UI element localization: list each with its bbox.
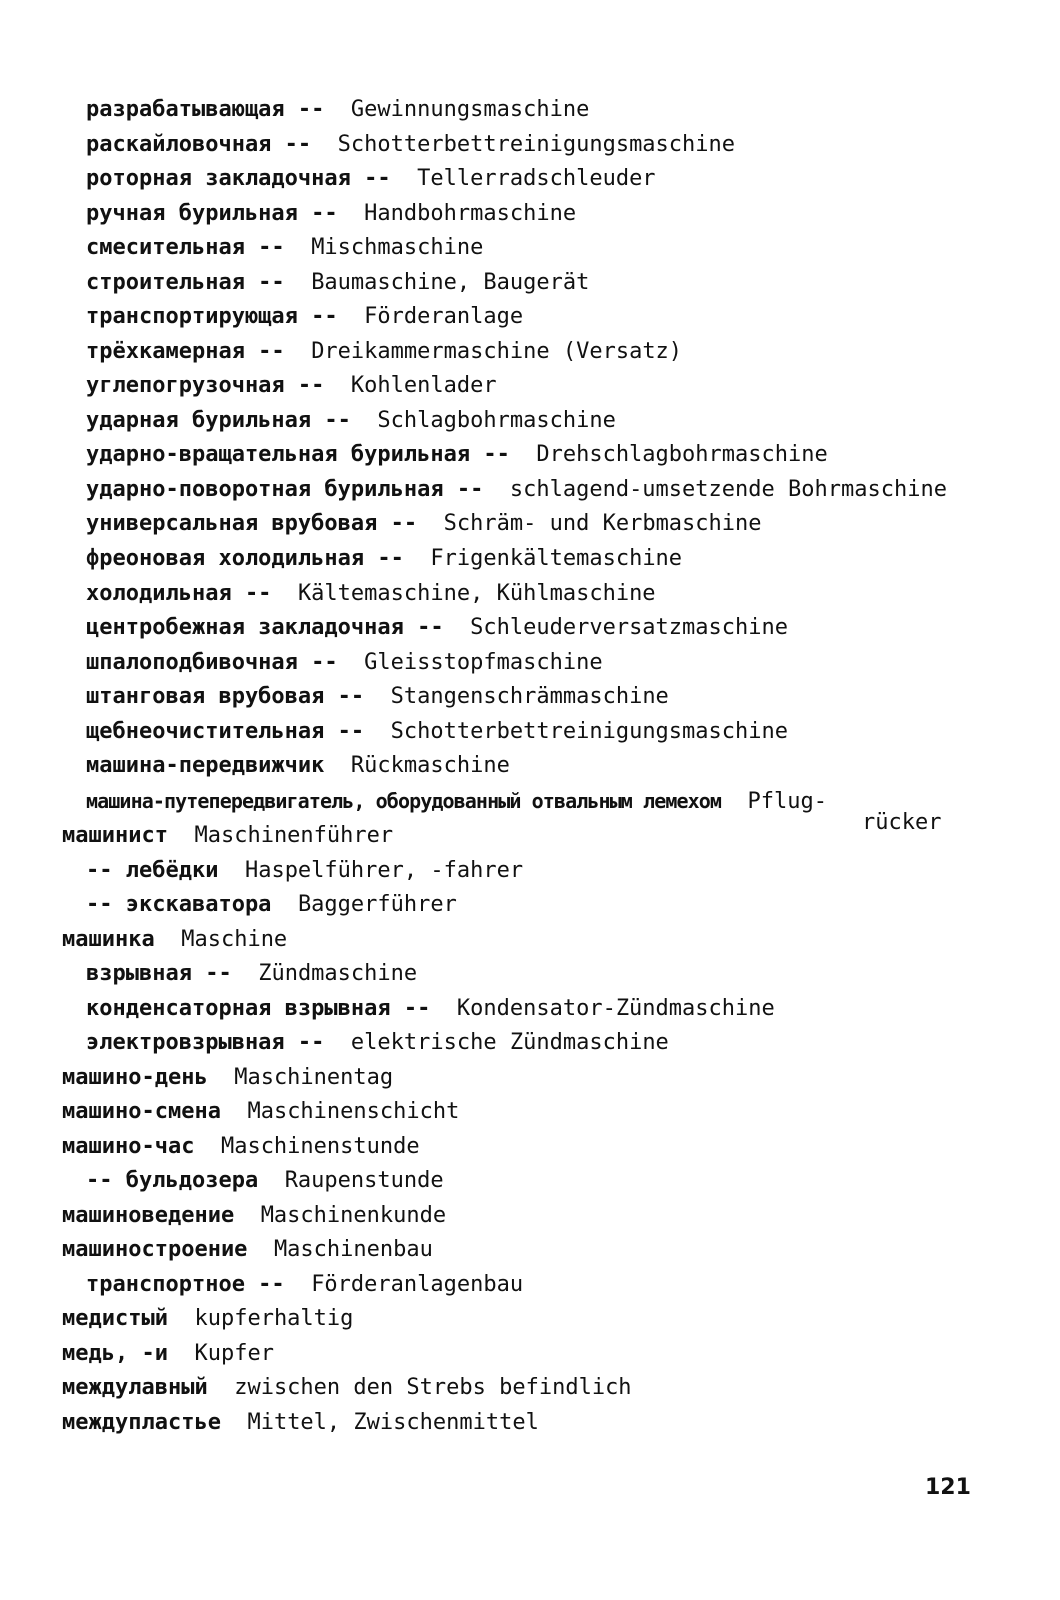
entry-russian: междупластье — [62, 1410, 221, 1435]
entry-russian: машиностроение — [62, 1237, 248, 1262]
entry-german: Dreikammermaschine (Versatz) — [311, 339, 683, 364]
entry-russian: ударно-поворотная бурильная -- — [86, 477, 484, 502]
entry-german: Handbohrmaschine — [364, 201, 577, 226]
entry-german: Maschine — [181, 927, 288, 952]
entry-line — [86, 580, 656, 608]
entry-russian: фреоновая холодильная -- — [86, 546, 404, 571]
entry-german: Maschinenbau — [273, 1237, 433, 1262]
entry-line — [86, 338, 682, 366]
entry-line — [86, 303, 523, 331]
entry-german: schlagend-umsetzende Bohrmaschine — [509, 477, 947, 502]
entry-line — [86, 510, 762, 538]
entry-german: Kondensator-Zündmaschine — [456, 996, 775, 1021]
entry-russian: разрабатывающая -- — [86, 97, 325, 122]
entry-line — [86, 718, 788, 746]
entry-russian: машина-передвижчик — [86, 753, 325, 778]
entry-line — [62, 1202, 446, 1230]
entry-russian: машина-путепередвигатель, оборудованный отвальным лемехом — [86, 789, 722, 813]
entry-russian: углепогрузочная -- — [86, 373, 325, 398]
entry-line — [62, 822, 393, 850]
entry-russian: -- бульдозера — [86, 1168, 259, 1193]
entry-russian: щебнеочистительная -- — [86, 719, 365, 744]
entry-german: Förderanlagenbau — [311, 1272, 524, 1297]
entry-russian: машинка — [62, 927, 155, 952]
entry-german: Schlagbohrmaschine — [377, 408, 616, 433]
entry-line — [86, 960, 417, 988]
entry-russian: смесительная -- — [86, 235, 285, 260]
entry-line — [86, 234, 483, 262]
entry-line — [86, 683, 669, 711]
entry-russian: медь, -и — [62, 1341, 168, 1366]
entry-german: Drehschlagbohrmaschine — [536, 442, 828, 467]
entry-german: Maschinentag — [234, 1065, 394, 1090]
entry-line — [86, 891, 457, 919]
entry-german: Kältemaschine, Kühlmaschine — [297, 581, 656, 606]
entry-russian: универсальная врубовая -- — [86, 511, 418, 536]
entry-line — [86, 441, 828, 469]
entry-german: Mischmaschine — [311, 235, 484, 260]
entry-russian: электровзрывная -- — [86, 1030, 325, 1055]
entry-russian: ручная бурильная -- — [86, 201, 338, 226]
entry-russian: междулавный — [62, 1375, 208, 1400]
entry-line — [86, 1271, 523, 1299]
entry-german: Frigenkältemaschine — [430, 546, 683, 571]
entry-russian: взрывная -- — [86, 961, 232, 986]
entry-german: Maschinenführer — [194, 823, 394, 848]
entry-german: Gewinnungsmaschine — [350, 97, 590, 122]
entry-line — [62, 1098, 459, 1126]
entry-russian: -- лебёдки — [86, 858, 219, 883]
entry-russian: роторная закладочная -- — [86, 166, 391, 191]
entry-german: Gleisstopfmaschine — [364, 650, 603, 675]
entry-line — [62, 1374, 632, 1402]
entry-line — [86, 269, 589, 297]
entry-line — [62, 1305, 353, 1333]
entry-german: Baggerführer — [297, 892, 457, 917]
entry-german: Rückmaschine — [350, 753, 510, 778]
entry-german: Mittel, Zwischenmittel — [247, 1410, 539, 1435]
entry-german: Maschinenkunde — [260, 1203, 447, 1228]
entry-russian: транспортирующая -- — [86, 304, 338, 329]
entry-line — [86, 476, 947, 504]
entry-german: Raupenstunde — [284, 1168, 444, 1193]
entry-russian: машинист — [62, 823, 168, 848]
entry-line — [86, 165, 656, 193]
entry-russian: ударная бурильная -- — [86, 408, 351, 433]
entry-line — [86, 545, 682, 573]
entry-line — [86, 96, 589, 124]
entry-russian: транспортное -- — [86, 1272, 285, 1297]
entry-russian: трёхкамерная -- — [86, 339, 285, 364]
entry-line — [86, 649, 603, 677]
entry-german: kupferhaltig — [194, 1306, 354, 1331]
entry-german: Zündmaschine — [258, 961, 418, 986]
entry-german: Kohlenlader — [350, 373, 497, 398]
entry-line — [62, 926, 287, 954]
entry-german: Haspelführer, -fahrer — [244, 858, 524, 883]
page-number: 121 — [925, 1475, 971, 1500]
entry-russian: ударно-вращательная бурильная -- — [86, 442, 510, 467]
entry-line — [86, 752, 510, 780]
entry-german: Maschinenstunde — [220, 1134, 420, 1159]
entry-line — [86, 787, 827, 816]
entry-line — [86, 1167, 444, 1195]
entry-line — [86, 200, 576, 228]
entry-german: Stangenschrämmaschine — [390, 684, 669, 709]
entry-line — [86, 857, 523, 885]
entry-russian: штанговая врубовая -- — [86, 684, 365, 709]
entry-line — [86, 1029, 669, 1057]
entry-russian: медистый — [62, 1306, 168, 1331]
entry-german: Schotterbettreinigungsmaschine — [337, 132, 736, 157]
entry-russian: машино-час — [62, 1134, 195, 1159]
entry-german: Schleuderversatzmaschine — [470, 615, 789, 640]
entry-russian: машиноведение — [62, 1203, 235, 1228]
entry-line — [86, 614, 788, 642]
entry-german: elektrische Zündmaschine — [350, 1030, 669, 1055]
entry-wrap-text: rücker — [862, 810, 942, 835]
entry-line — [62, 1236, 433, 1264]
entry-line — [62, 1064, 393, 1092]
entry-german: Maschinenschicht — [247, 1099, 460, 1124]
entry-line — [86, 131, 735, 159]
entry-russian: шпалоподбивочная -- — [86, 650, 338, 675]
entry-german: Förderanlage — [364, 304, 524, 329]
entry-russian: -- экскаватора — [86, 892, 272, 917]
entry-russian: центробежная закладочная -- — [86, 615, 444, 640]
entry-german: zwischen den Strebs befindlich — [234, 1375, 632, 1400]
entry-german: Schräm- und Kerbmaschine — [443, 511, 762, 536]
entry-line — [62, 1340, 274, 1368]
entry-russian: холодильная -- — [86, 581, 272, 606]
entry-line — [62, 1133, 420, 1161]
entry-russian: машино-день — [62, 1065, 208, 1090]
entry-russian: раскайловочная -- — [86, 132, 312, 157]
entry-german: Kupfer — [194, 1341, 274, 1366]
entry-russian: конденсаторная взрывная -- — [86, 996, 431, 1021]
entry-german: Baumaschine, Baugerät — [311, 270, 590, 295]
entry-russian: машино-смена — [62, 1099, 221, 1124]
entry-german: Tellerradschleuder — [417, 166, 656, 191]
entry-line — [86, 995, 775, 1023]
entry-german: Schotterbettreinigungsmaschine — [390, 719, 789, 744]
entry-line — [86, 372, 497, 400]
entry-line — [62, 1409, 539, 1437]
entry-russian: строительная -- — [86, 270, 285, 295]
entry-line — [86, 407, 616, 435]
entry-german: Pflug- — [747, 789, 828, 814]
